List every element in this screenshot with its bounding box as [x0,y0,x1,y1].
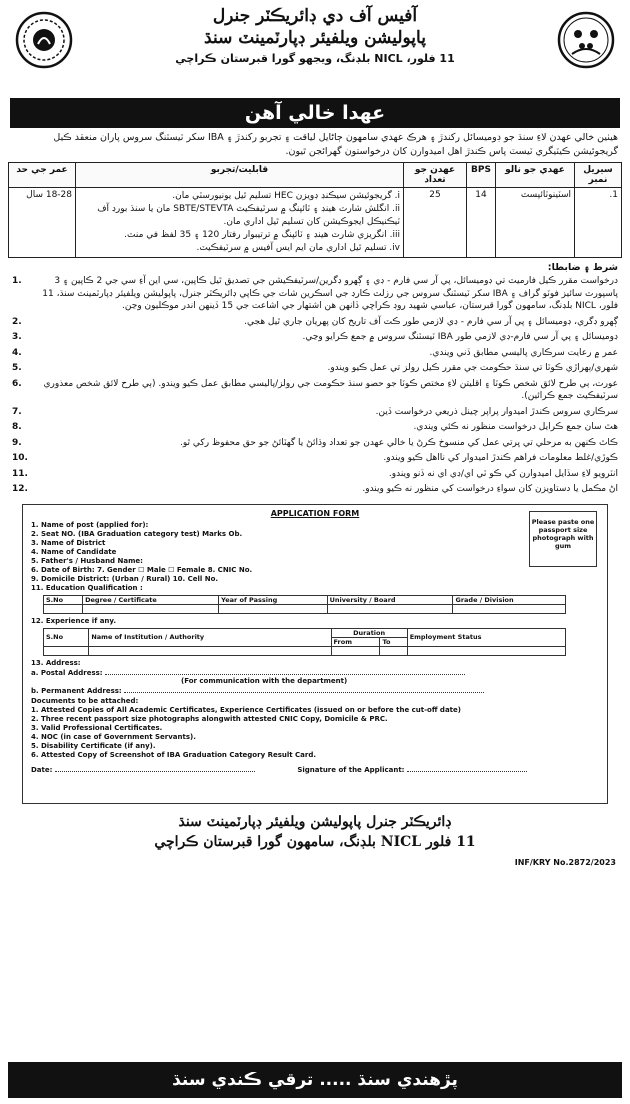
condition-text: ڪاٿ ڪنهن به مرحلي تي ڀرتي عمل کي منسوخ ڪرڻ يا خالي عهدن جو تعداد وڌائڻ يا گهٽائڻ جو حق محفوظ رکي ٿو. [180,437,618,448]
form-field: 1. Name of post (applied for): [31,520,149,529]
condition-text: درخواست مقرر ڪيل فارميٽ تي ڊوميسائل، پي آر سي فارم - ڊي ۽ ڳهرو ڊگرين/سرٽيفڪيشن جي تصديق ٿيل ڪاپين، سي اين آءِ سي جي 2 ڪاپين ۽ 3 پاسپورٽ سائيز فوٽو گراف ۽ IBA سکر ٽيسٽنگ سروس جي رزلٽ ڪارڊ جي اسڪرين شاٽ جي ڪاپي ڊائريڪٽر جنرل، پاپوليشن ويلفيئر ڊپارٽمينٽ سنڌ، 11 فلور، NICL بلڊنگ، سامهون گورا قبرستان، عباسي شهيد روڊ ڪراچي ڏانهن هن اشتهار جي اشاعت جي 15 ڏينهن اندر موڪليون وڃن. [42,276,618,311]
condition-item [12,421,618,434]
exp-col: Employment Status [407,628,565,646]
condition-number: 2. [12,316,22,327]
document-item: 2. Three recent passport size photographs alongwith attested CNIC Copy, Domicile & PRC. [31,714,388,723]
form-field: 2. Seat NO. (IBA Graduation category test) Marks Ob. [31,529,243,538]
condition-text: اڻ مڪمل يا دستاويزن کان سواءِ درخواست کي منظور نه ڪيو ويندو. [362,484,618,494]
documents-title: Documents to be attached: [31,696,139,705]
exp-col: Duration [331,628,407,637]
government-seal-icon [14,10,74,70]
cell-serial: 1. [575,188,622,258]
form-field: 9. Domicile District: (Urban / Rural) 10. Cell No. [31,574,219,583]
condition-number: 11. [12,468,28,479]
condition-number: 10. [12,453,28,463]
col-count: عهدن جو تعداد [404,163,467,188]
condition-text: شهري/ٻهراڙي ڪوٽا تي سنڌ حڪومت جي مقرر ڪيل رولز تي عمل ڪيو ويندو. [327,363,618,373]
condition-item [12,347,618,360]
col-post: عهدي جو نالو [496,163,575,188]
vacancy-banner: عهدا خالي آهن [10,98,620,128]
conditions-title: شرط ۽ ضابطا: [547,262,618,273]
condition-text: عورت، ٻي طرح لائق شخص ڪوٽا ۽ اقليتن لاءِ مختص ڪوٽا جو حصو سنڌ حڪومت جي رولز/پاليسي مطابق عمل ڪيو ويندو. (ٻي طرح لائق شخص معذوري سرٽيفڪيٽ جمع ڪرائين). [43,378,618,401]
form-field: 11. Education Qualification : [31,583,143,592]
condition-text: ڪوڙي/غلط معلومات فراهم ڪندڙ اميدوار کي نااهل ڪيو ويندو. [383,453,618,463]
cell-bps: 14 [467,188,496,258]
experience-label: 12. Experience if any. [31,616,116,625]
reference-number: INF/KRY No.2872/2023 [514,857,616,867]
exp-subcol: To [380,637,407,646]
footer [8,814,622,850]
footer-line1: ڊائريڪٽر جنرل پاپوليشن ويلفيئر ڊپارٽمينٽ سنڌ [178,813,452,830]
postal-address-field [31,668,599,677]
header [8,6,622,98]
qualification-line: iii. انگريزي شارٽ هينڊ ۽ ٽائپنگ ۾ ترتيبوار رفتار 120 ۽ 35 لفظ في منٽ. [124,230,400,240]
condition-item [12,437,618,450]
exp-col: Name of Institution / Authority [89,628,331,646]
form-field: 5. Father's / Husband Name: [31,556,143,565]
permanent-label: b. Permanent Address: [31,686,122,695]
document-item: 1. Attested Copies of All Academic Certificates, Experience Certificates (issued on or before the cut-off date) [31,705,461,714]
condition-number: 3. [12,332,22,342]
condition-item [12,316,618,329]
condition-item [12,378,618,403]
edu-col: Grade / Division [453,595,565,604]
edu-col: Degree / Certificate [83,595,219,604]
intro-text: هيٺين خالي عهدن لاءِ سنڌ جو ڊوميسائل رکندڙ ۽ هرڪ عهدي سامهون ڄاڻايل لياقت ۽ تجربو رکندڙ ۽ IBA سکر ٽيسٽنگ سروس پاران منعقد ڪيل گريجوئيشن ڪيٽيگري ٽيسٽ پاس ڪندڙ اهل اميدوارن کان درخواستون گهرائجن ٿيون. [53,132,618,157]
header-title-line2: پاپوليشن ويلفيئر ڊپارٽمينٽ سنڌ [204,28,426,48]
cell-age: 18-28 سال [9,188,76,258]
jobs-table [8,162,622,258]
col-bps: BPS [467,163,496,188]
table-row [9,188,622,258]
document-item: 4. NOC (in case of Government Servants). [31,732,196,741]
condition-item [12,331,618,344]
cell-post: اسٽينوٽائپسٽ [496,188,575,258]
condition-text: سرڪاري سروس ڪندڙ اميدوار پراپر چينل ذريعي درخواست ڏين. [375,406,618,417]
conditions-list [8,275,622,496]
condition-item [12,275,618,313]
condition-text: عمر ۾ رعايت سرڪاري پاليسي مطابق ڏني ويندي. [429,347,618,358]
condition-number: 12. [12,484,28,494]
address-label: 13. Address: [31,658,81,667]
cell-qualification [76,188,404,258]
exp-subcol: From [331,637,380,646]
qualification-line: i. گريجوئيشن سيڪنڊ ڊويزن HEC تسليم ٿيل يونيورسٽي مان. [172,191,400,201]
slogan-banner: پڙهندي سنڌ ..... ترقي ڪندي سنڌ [8,1062,622,1098]
qualification-line: ii. انگلش شارٽ هينڊ ۽ ٽائپنگ ۾ سرٽيفڪيٽ SBTE/STEVTA مان يا سنڌ بورڊ آف ٽيڪنيڪل ايجوڪيشن کان تسليم ٿيل اداري مان. [97,204,400,227]
header-title-line1: آفيس آف دي ڊائريڪٽر جنرل [212,6,418,26]
experience-table [43,628,566,656]
condition-text: هٿ سان جمع ڪرايل درخواست منظور نه ڪئي ويندي. [413,422,618,432]
condition-text: ڳهرو ڊگري، ڊوميسائل ۽ پي آر سي فارم - ڊي لازمي طور ڪٽ آف تاريخ کان پهريان جاري ٿيل هجي. [244,316,618,327]
condition-text: انٽرويو لاءِ سڏايل اميدوارن کي ڪو ٽي اي/ڊي اي نه ڏنو ويندو. [388,468,618,479]
condition-number: 6. [12,378,22,389]
form-field: 6. Date of Birth: 7. Gender ☐ Male ☐ Female 8. CNIC No. [31,565,253,574]
condition-item [12,468,618,481]
edu-col: University / Board [327,595,453,604]
exp-col: S.No [44,628,89,646]
condition-number: 4. [12,347,22,358]
edu-col: Year of Passing [219,595,327,604]
condition-number: 7. [12,406,22,417]
condition-item [12,362,618,375]
condition-item [12,452,618,465]
condition-item [12,483,618,496]
form-field: 4. Name of Candidate [31,547,117,556]
condition-number: 5. [12,363,22,373]
header-address: 11 فلور، NICL بلڊنگ، ويجهو گورا قبرستان ڪراچي [175,52,455,65]
photo-box: Please paste one passport size photograph with gum [529,511,597,567]
communication-note: (For communication with the department) [181,676,348,685]
condition-number: 9. [12,437,22,448]
signature-label: Signature of the Applicant: [297,765,405,774]
qualification-line: iv. تسليم ٿيل اداري مان ايم ايس آفيس ۾ سرٽيفڪيٽ. [196,243,400,253]
signature-row [31,766,599,775]
col-serial: سيريل نمبر [575,163,622,188]
edu-col: S.No [44,595,83,604]
form-field: 3. Name of District [31,538,106,547]
document-item: 3. Valid Professional Certificates. [31,723,163,732]
population-welfare-logo-icon [556,10,616,70]
cell-count: 25 [404,188,467,258]
condition-item [12,406,618,419]
condition-text: ڊوميسائل ۽ پي آر سي فارم-ڊي لازمي طور IBA ٽيسٽنگ سروس ۾ جمع ڪرايو وڃي. [302,332,618,342]
education-table [43,595,566,614]
permanent-line [124,686,484,693]
postal-line [105,668,465,675]
footer-line2: 11 فلور NICL بلڊنگ، سامهون گورا قبرستان ڪراچي [154,833,476,850]
form-title: APPLICATION FORM [270,508,360,518]
permanent-address-field [31,686,599,695]
document-item: 6. Attested Copy of Screenshot of IBA Graduation Category Result Card. [31,750,317,759]
postal-label: a. Postal Address: [31,668,103,677]
jobs-table-header [9,163,622,188]
condition-number: 8. [12,422,22,432]
document-item: 5. Disability Certificate (if any). [31,741,156,750]
col-age: عمر جي حد [9,163,76,188]
application-form [22,504,608,804]
date-label: Date: [31,765,53,774]
col-qualification: قابليت/تجربو [76,163,404,188]
condition-number: 1. [12,276,22,286]
